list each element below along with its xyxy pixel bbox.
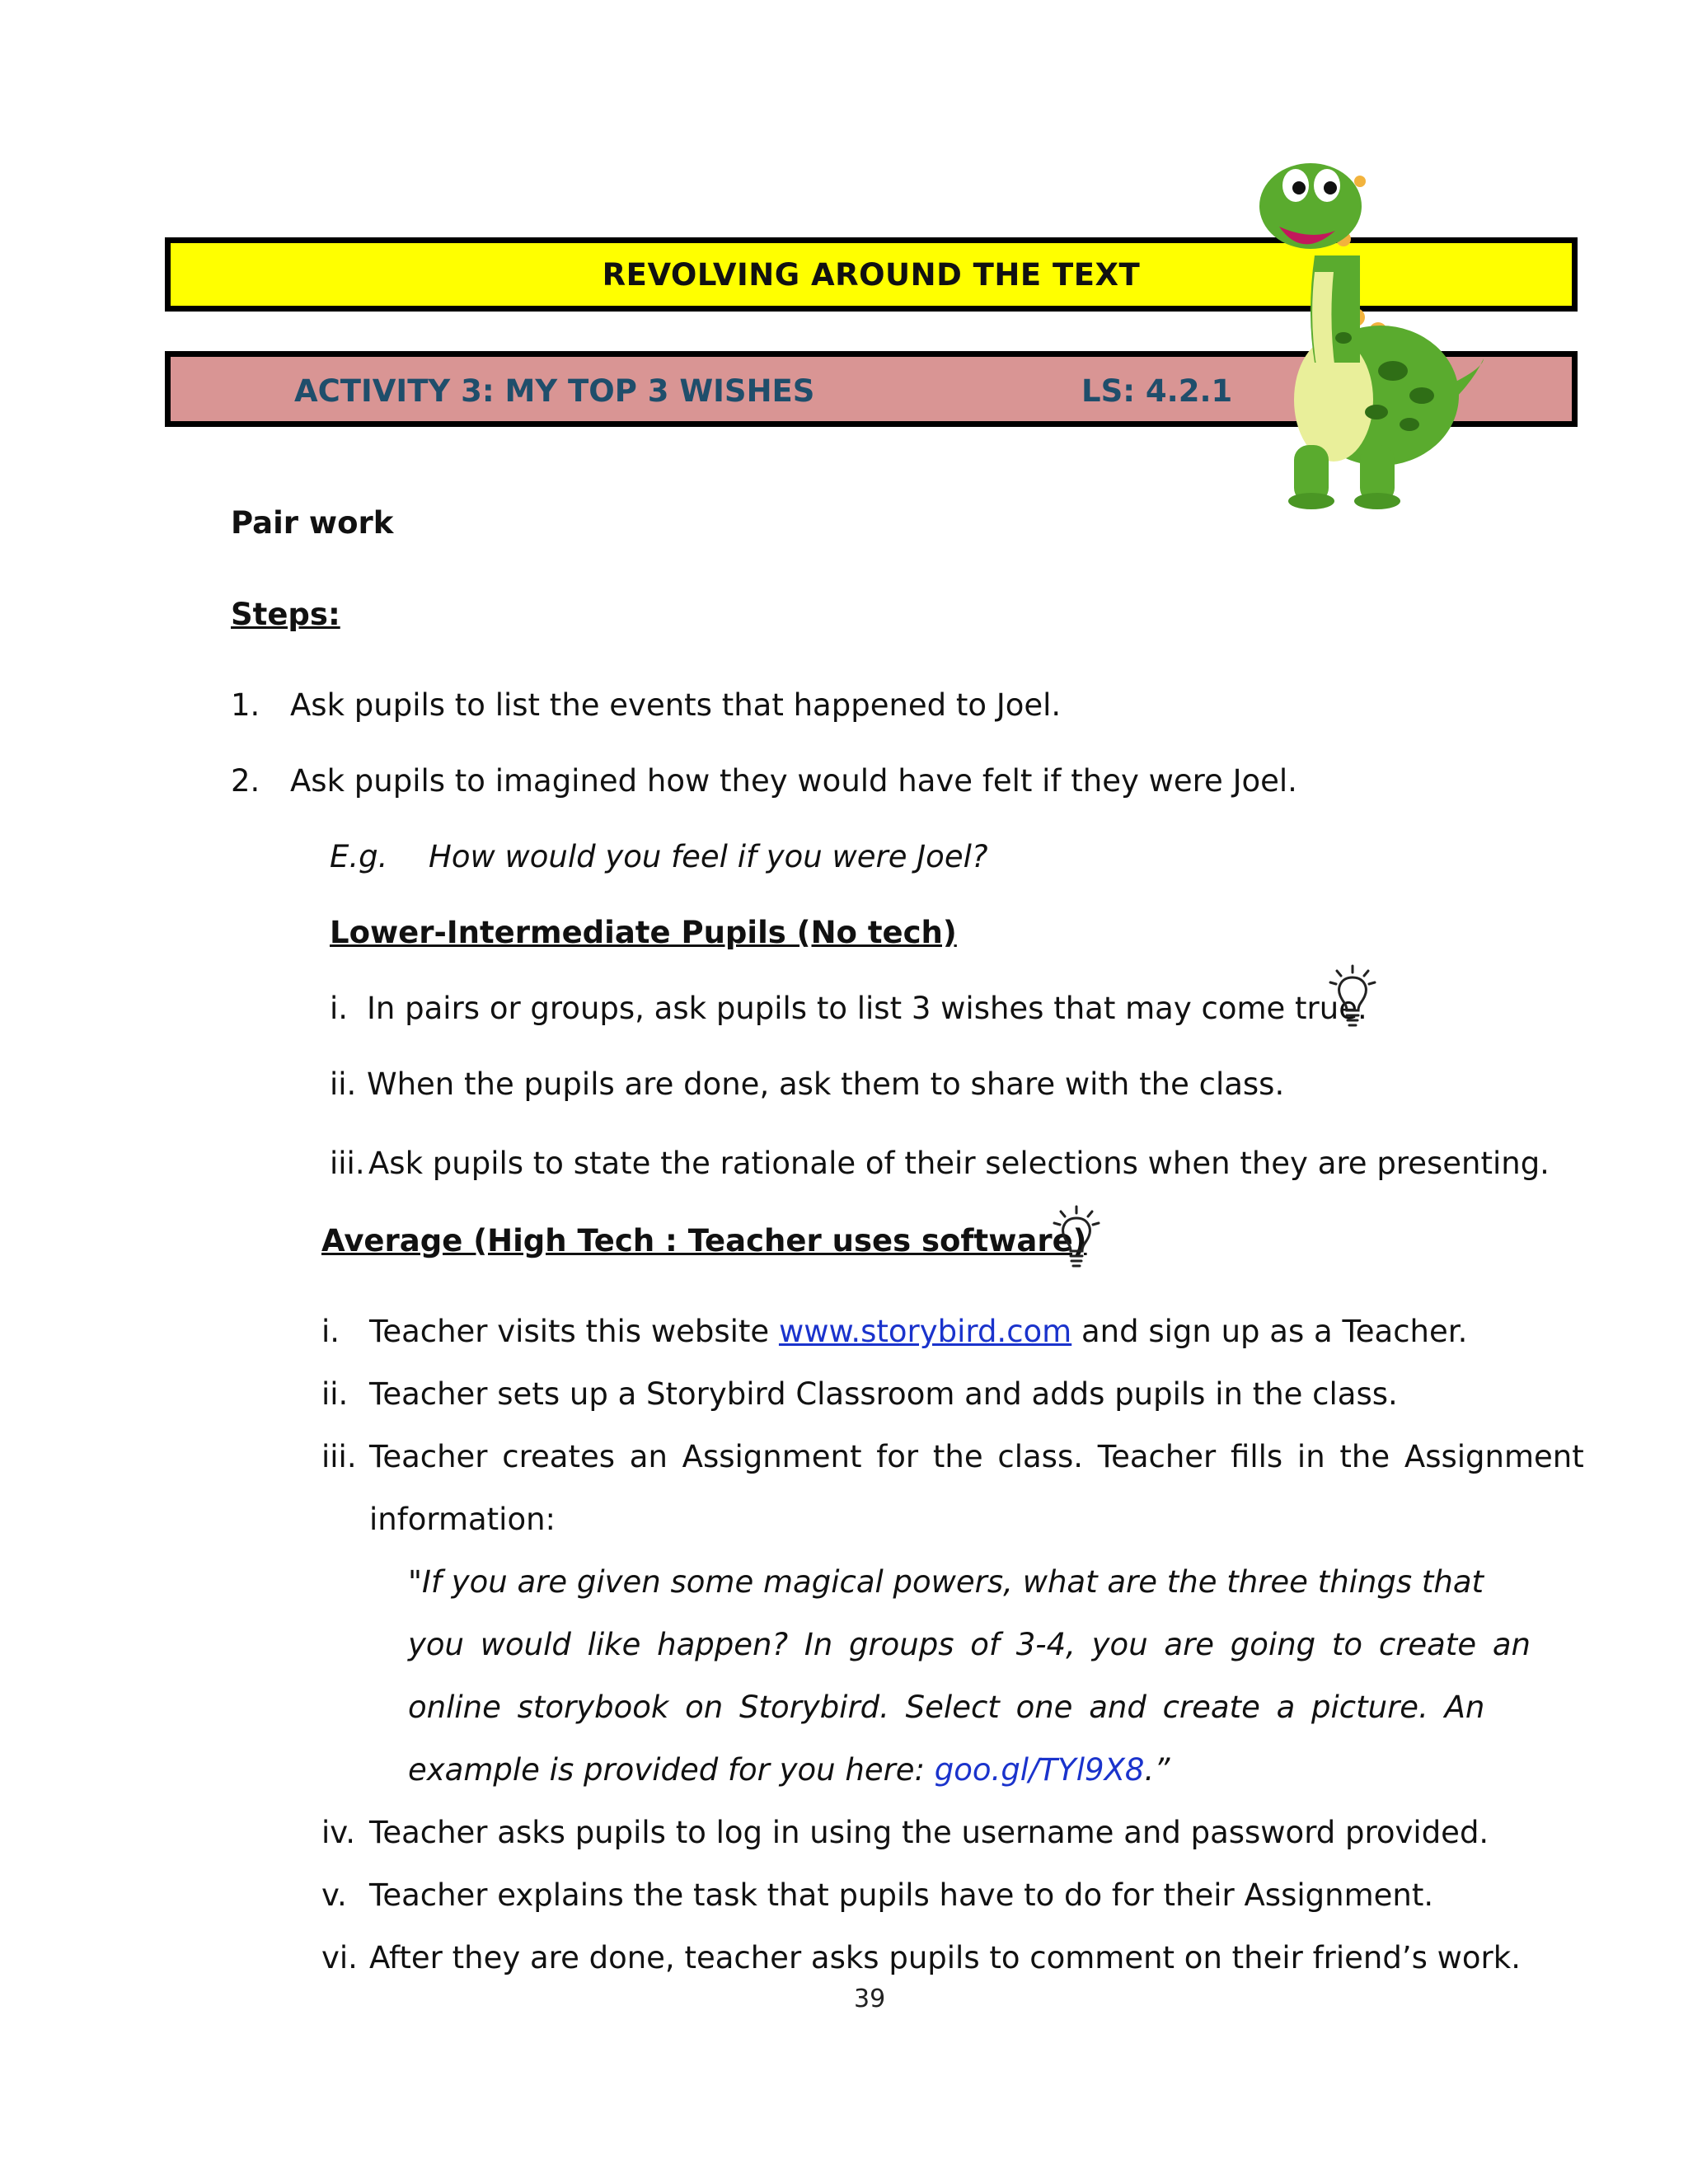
list-item: Ask pupils to state the rationale of their selections when they are presenting. bbox=[368, 1146, 1550, 1181]
step-number: 2. bbox=[231, 763, 260, 799]
assignment-quote-line: you would like happen? In groups of 3-4, you are going to create an bbox=[408, 1627, 1531, 1662]
lower-intermediate-heading: Lower-Intermediate Pupils (No tech) bbox=[330, 915, 957, 950]
list-item: Teacher sets up a Storybird Classroom and adds pupils in the class. bbox=[369, 1376, 1398, 1412]
list-number: vi. bbox=[321, 1940, 358, 1975]
list-item-continuation: information: bbox=[369, 1502, 556, 1537]
list-item-text: Teacher visits this website bbox=[369, 1314, 779, 1349]
list-number: i. bbox=[321, 1314, 340, 1349]
assignment-quote-text: example is provided for you here: bbox=[408, 1752, 935, 1788]
assignment-quote-line: "If you are given some magical powers, what are the three things that bbox=[408, 1564, 1484, 1600]
assignment-quote-line bbox=[408, 1752, 1170, 1788]
lightbulb-icon bbox=[1327, 964, 1378, 1030]
list-number: iii. bbox=[321, 1439, 357, 1474]
list-item: Teacher asks pupils to log in using the username and password provided. bbox=[369, 1815, 1489, 1850]
activity-title: ACTIVITY 3: MY TOP 3 WISHES bbox=[294, 373, 815, 409]
list-number: ii. bbox=[330, 1066, 357, 1102]
dinosaur-icon bbox=[1236, 148, 1508, 511]
list-number: v. bbox=[321, 1877, 347, 1913]
example-label: E.g. bbox=[330, 839, 388, 874]
example-link[interactable]: goo.gl/TYl9X8 bbox=[934, 1752, 1145, 1788]
list-item: Teacher explains the task that pupils have to do for their Assignment. bbox=[369, 1877, 1434, 1913]
page-number: 39 bbox=[854, 1985, 886, 2013]
step-text: Ask pupils to list the events that happened to Joel. bbox=[290, 687, 1062, 723]
lightbulb-icon bbox=[1051, 1205, 1102, 1271]
example-text: How would you feel if you were Joel? bbox=[429, 839, 988, 874]
storybird-link[interactable]: www.storybird.com bbox=[778, 1314, 1072, 1349]
section-banner-title: REVOLVING AROUND THE TEXT bbox=[602, 256, 1141, 293]
list-item bbox=[369, 1314, 1467, 1349]
mode-label: Pair work bbox=[231, 505, 394, 541]
list-number: i. bbox=[330, 991, 349, 1026]
list-number: ii. bbox=[321, 1376, 349, 1412]
step-text: Ask pupils to imagined how they would have felt if they were Joel. bbox=[290, 763, 1297, 799]
learning-standard: LS: 4.2.1 bbox=[1081, 373, 1233, 409]
list-item: In pairs or groups, ask pupils to list 3 wishes that may come true. bbox=[367, 991, 1367, 1026]
average-heading: Average (High Tech : Teacher uses software) bbox=[321, 1223, 1087, 1258]
list-number: iv. bbox=[321, 1815, 356, 1850]
assignment-quote-line: online storybook on Storybird. Select one and create a picture. An bbox=[408, 1690, 1485, 1725]
list-number: iii. bbox=[330, 1146, 365, 1181]
assignment-quote-text: .” bbox=[1144, 1752, 1170, 1788]
list-item: After they are done, teacher asks pupils to comment on their friend’s work. bbox=[369, 1940, 1521, 1975]
list-item: When the pupils are done, ask them to share with the class. bbox=[367, 1066, 1285, 1102]
list-item-text: and sign up as a Teacher. bbox=[1071, 1314, 1468, 1349]
step-number: 1. bbox=[231, 687, 260, 723]
steps-heading: Steps: bbox=[231, 597, 340, 632]
list-item: Teacher creates an Assignment for the class. Teacher fills in the Assignment bbox=[369, 1439, 1584, 1474]
